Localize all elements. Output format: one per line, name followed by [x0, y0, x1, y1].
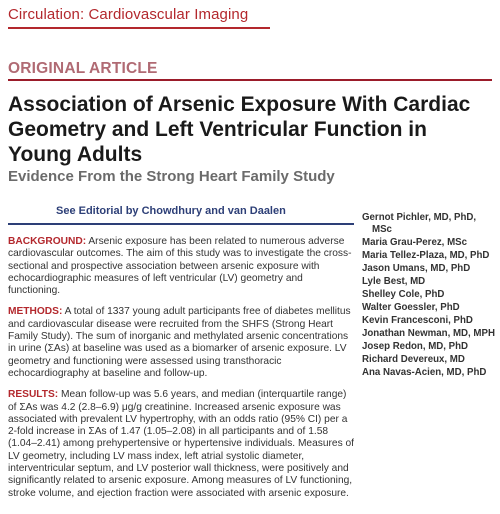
author-item: Walter Goessler, PhD [362, 302, 460, 313]
abstract-background [8, 236, 354, 297]
author-item: Maria Grau-Perez, MSc [362, 237, 467, 248]
author-item: Kevin Francesconi, PhD [362, 315, 473, 326]
editorial-link[interactable]: See Editorial by Chowdhury and van Daalen [56, 205, 286, 217]
abstract [8, 236, 354, 509]
author-item: Jonathan Newman, MD, MPH [362, 328, 495, 339]
abstract-results [8, 389, 354, 500]
article-subtitle: Evidence From the Strong Heart Family Study [8, 168, 335, 185]
section-label: ORIGINAL ARTICLE [8, 60, 158, 77]
article-title: Association of Arsenic Exposure With Cardiac Geometry and Left Ventricular Function in Young Adults [8, 93, 471, 166]
journal-name: Circulation: Cardiovascular Imaging [8, 6, 249, 23]
author-item: Ana Navas-Acien, MD, PhD [362, 367, 487, 378]
author-item: Shelley Cole, PhD [362, 289, 445, 300]
author-item: Maria Tellez-Plaza, MD, PhD [362, 250, 490, 261]
author-item: Lyle Best, MD [362, 276, 426, 287]
section-divider [8, 79, 492, 81]
results-label: RESULTS: [8, 389, 59, 401]
methods-text: A total of 1337 young adult participants free of diabetes mellitus and cardiovascular disease were recruited from the SHFS (Strong Heart Family Study). The sum of inorganic and methylated arsenic concentrations in urine (ΣAs) at baseline was used as a biomarker of arsenic exposure. LV geometry and functioning were assessed using transthoracic echocardiography at baseline and follow-up. [8, 306, 351, 379]
background-text: Arsenic exposure has been related to numerous adverse cardiovascular outcomes. The aim of this study was to investigate the cross-sectional and prospective association between arsenic exposure with echocardiographic measures of left ventricular (LV) geometry and functioning. [8, 236, 352, 297]
background-label: BACKGROUND: [8, 236, 87, 247]
editorial-divider [8, 223, 354, 225]
author-item: Richard Devereux, MD [362, 354, 465, 365]
author-item: Josep Redon, MD, PhD [362, 341, 469, 352]
author-item: Jason Umans, MD, PhD [362, 263, 471, 274]
methods-label: METHODS: [8, 306, 63, 318]
journal-divider [8, 27, 270, 29]
abstract-methods [8, 306, 354, 380]
author-item: Gernot Pichler, MD, PhD, MSc [362, 212, 477, 235]
author-list [362, 212, 496, 380]
results-text: Mean follow-up was 5.6 years, and median (interquartile range) of ΣAs was 4.2 (2.8–6.9) μg/g creatinine. Increased arsenic exposure was associated with prevalent LV hypertrophy, with an odds ratio (95% CI) per a 2-fold increase in ΣAs of 1.47 (1.05–2.08) in all participants and of 1.58 (1.04–2.41) among prehypertensive or hypertensive individuals. Measures of LV geometry, including LV mass index, left atrial systolic diameter, interventricular septum, and LV posterior wall thickness, were positively and significantly related to arsenic exposure. Among measures of LV functioning, stroke volume, and ejection fraction were associated with arsenic exposure. [8, 389, 355, 499]
